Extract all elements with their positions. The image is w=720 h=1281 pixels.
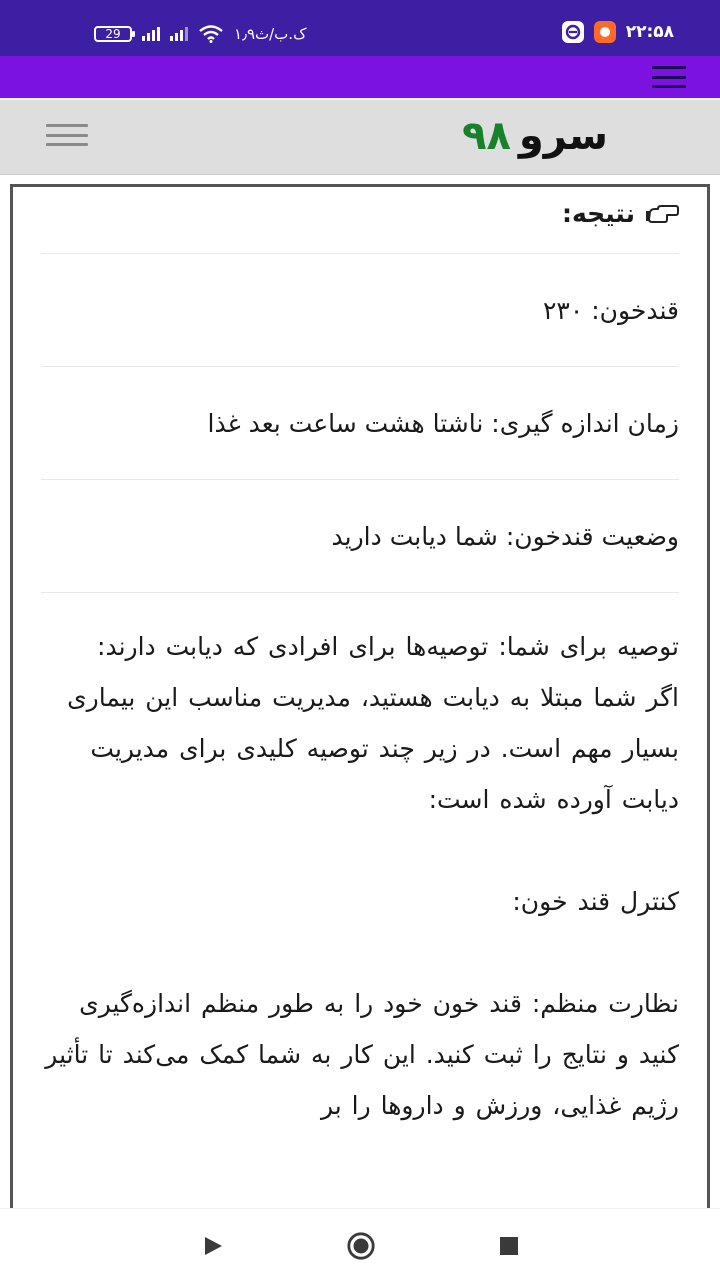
recorder-icon: [594, 21, 616, 43]
result-card: [10, 184, 710, 1244]
wifi-icon: [198, 25, 224, 43]
recents-square-icon: [498, 1235, 520, 1257]
battery-icon: [94, 26, 132, 42]
advice-intro: توصیه برای شما: توصیه‌ها برای افرادی که دیابت دارند:: [97, 632, 679, 661]
app-notification-icon: [562, 21, 584, 43]
home-circle-icon: [346, 1230, 376, 1262]
logo-word: سرو: [518, 113, 608, 159]
clock: ۲۲:۵۸: [625, 22, 674, 42]
back-triangle-icon: [202, 1235, 224, 1257]
measurement-time-row: [41, 367, 679, 480]
blood-sugar-text: قندخون: ۲۳۰: [542, 295, 679, 325]
battery-level: 29: [105, 27, 121, 41]
result-heading: [41, 184, 679, 254]
app-menu-icon[interactable]: [652, 66, 686, 88]
measurement-time-text: زمان اندازه گیری: ناشتا هشت ساعت بعد غذا: [207, 408, 679, 438]
signal-icon: [142, 27, 160, 41]
logo-number: ۹۸: [462, 113, 511, 159]
back-button[interactable]: [198, 1231, 228, 1261]
status-right: [562, 21, 674, 43]
site-logo[interactable]: [462, 108, 608, 164]
sugar-status-row: [41, 480, 679, 593]
pointing-hand-icon: [645, 202, 679, 224]
signal-icon-2: [170, 27, 188, 41]
app-toolbar: [0, 56, 720, 98]
sugar-status-text: وضعیت قندخون: شما دیابت دارید: [331, 521, 679, 551]
recents-button[interactable]: [494, 1231, 524, 1261]
site-header: [0, 98, 720, 175]
blood-sugar-row: [41, 254, 679, 367]
advice-section-title: کنترل قند خون:: [512, 887, 679, 916]
hamburger-menu-icon[interactable]: [46, 124, 88, 146]
system-navigation-bar: [0, 1208, 720, 1281]
result-heading-text: نتیجه:: [562, 198, 635, 228]
status-indicators: [94, 22, 307, 46]
status-bar: [0, 0, 720, 56]
home-button[interactable]: [346, 1231, 376, 1261]
advice-monitoring: نظارت منظم: قند خون خود را به طور منظم اندازه‌گیری کنید و نتایج را ثبت کنید. این کار به شما کمک می‌کند تا تأثیر رژیم غذایی، ورزش و داروها را بر: [45, 989, 679, 1120]
advice-paragraph: اگر شما مبتلا به دیابت هستید، مدیریت مناسب این بیماری بسیار مهم است. در زیر چند توصیه کلیدی برای مدیریت دیابت آورده شده است:: [67, 683, 679, 814]
advice-section: [41, 593, 679, 1131]
network-speed: ۱٫۹ک.ب/ث: [234, 25, 307, 43]
